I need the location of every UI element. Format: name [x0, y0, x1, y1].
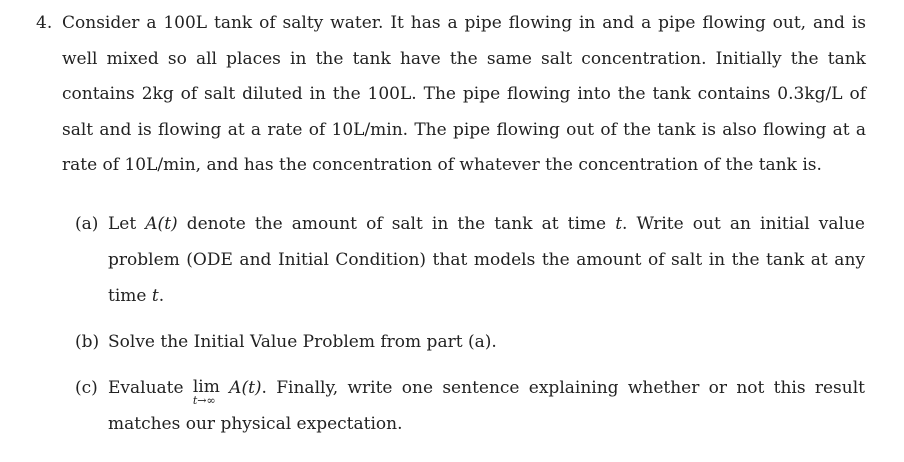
- part-a-math-time: t: [615, 214, 623, 234]
- part-a: [75, 206, 865, 314]
- part-b-text: Solve the Initial Value Problem from part (a).: [108, 332, 497, 352]
- part-c-label: (c): [75, 378, 98, 398]
- limit-expression: [193, 370, 220, 406]
- limit-subscript: t→∞: [192, 394, 216, 407]
- part-a-text-2: denote the amount of salt in the tank at time: [177, 214, 616, 234]
- part-a-text-3: . Write out an initial value problem (ODE and Initial Condition) that models the amount of salt in the tank at any time: [108, 214, 865, 306]
- part-c-text-2: . Finally, write one sentence explaining whether or not this result matches our physical expectation.: [108, 378, 865, 434]
- part-b: [75, 324, 865, 360]
- part-a-math-time-2: t: [151, 286, 159, 306]
- part-a-math-amount: A(t): [145, 214, 178, 234]
- problem-4: [36, 6, 866, 184]
- part-c-math-amount: A(t): [229, 378, 262, 398]
- limit-word: lim: [192, 377, 220, 397]
- part-a-text-4: .: [158, 286, 165, 306]
- part-b-label: (b): [75, 332, 100, 352]
- part-a-text-1: Let: [108, 214, 146, 234]
- part-c-text-1: Evaluate: [108, 378, 193, 398]
- problem-text: Consider a 100L tank of salty water. It has a pipe flowing in and a pipe flowing out, and is well mixed so all places in the tank have the same salt concentration. Initially the tank contains 2kg of salt diluted in the 100L. The pipe flowing into the tank contains 0.3kg/L of salt and is flowing at a rate of 10L/min. The pipe flowing out of the tank is also flowing at a rate of 10L/min, and has the concentration of whatever the concentration of the tank is.: [62, 13, 866, 175]
- problem-number: 4.: [36, 13, 53, 33]
- problem-body: [36, 6, 866, 184]
- part-a-label: (a): [75, 214, 99, 234]
- problem-parts: [75, 206, 865, 442]
- part-c: [75, 370, 865, 442]
